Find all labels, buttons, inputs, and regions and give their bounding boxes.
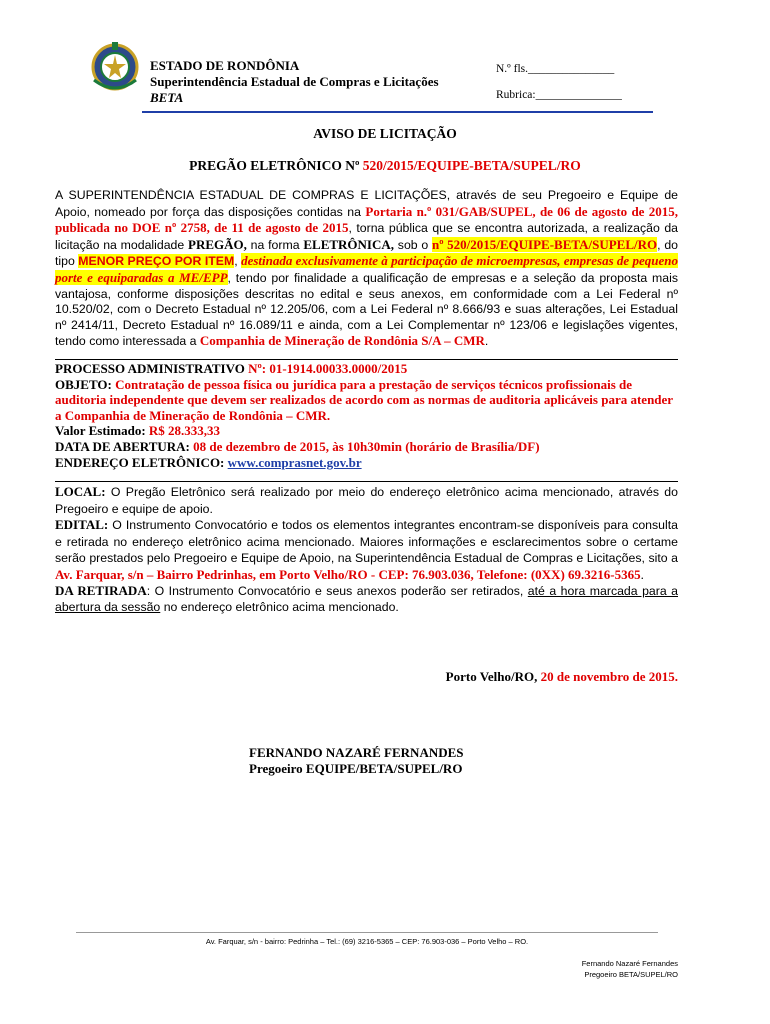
footer-sig-role: Pregoeiro BETA/SUPEL/RO <box>584 970 678 979</box>
retirada-paragraph <box>55 583 678 616</box>
footer-divider <box>76 932 658 933</box>
notice-title: AVISO DE LICITAÇÃO <box>313 126 457 141</box>
subtitle-number: 520/2015/EQUIPE-BETA/SUPEL/RO <box>362 158 581 173</box>
notice-terms <box>55 484 678 616</box>
object-label: OBJETO: <box>55 376 116 392</box>
date-label: DATA DE ABERTURA: <box>55 438 194 454</box>
process-label: PROCESSO ADMINISTRATIVO <box>55 361 249 376</box>
subtitle-prefix: PREGÃO ELETRÔNICO Nº <box>189 158 363 173</box>
rubrica-field: Rubrica:_______________ <box>496 89 622 101</box>
unit-name: BETA <box>150 90 184 105</box>
signer-role: Pregoeiro EQUIPE/BETA/SUPEL/RO <box>249 761 463 776</box>
portaria-ref: Portaria n.º 031/GAB/SUPEL, de 06 de agosto de 2015, publicada no DOE nº 2758, de 11 de agosto de 2015 <box>55 203 678 236</box>
state-name: ESTADO DE RONDÔNIA <box>150 58 300 73</box>
edital-address: Av. Farquar, s/n – Bairro Pedrinhas, em Porto Velho/RO - CEP: 76.903.036, Telefone: (0XX) 69.3216-5365 <box>55 566 641 582</box>
page-meta <box>496 56 622 108</box>
object-line <box>55 377 678 424</box>
value-amount: R$ 28.333,33 <box>148 423 221 439</box>
header-divider <box>142 111 653 113</box>
place-date <box>446 669 678 685</box>
comprasnet-link[interactable]: www.comprasnet.gov.br <box>227 454 362 470</box>
process-number-highlight: nº 520/2015/EQUIPE-BETA/SUPEL/RO <box>432 236 658 252</box>
edital-label: EDITAL: <box>55 517 109 533</box>
address-line <box>55 455 678 471</box>
edital-paragraph <box>55 517 678 582</box>
retirada-label: DA RETIRADA <box>55 582 147 598</box>
exclusive-participation: destinada exclusivamente à participação de microempresas, empresas de pequeno porte e equiparadas a ME/EPP <box>55 253 678 285</box>
interested-party: Companhia de Mineração de Rondônia S/A – CMR <box>199 333 485 349</box>
body-text-4: sob o <box>394 237 433 252</box>
notice-body <box>55 188 678 350</box>
signer-name: FERNANDO NAZARÉ FERNANDES <box>249 745 464 760</box>
fls-field: N.º fls._______________ <box>496 63 615 75</box>
body-text-8: . <box>484 334 489 349</box>
body-text-3: na forma <box>246 237 304 252</box>
object-value: Contratação de pessoa física ou jurídica para a prestação de serviços técnicos profissionais de auditoria independente que devem ser realizados de acordo com as normas de auditoria aplicáveis para atender a Companhia de Mineração de Rondônia – CMR. <box>55 376 673 423</box>
footer-sig-name: Fernando Nazaré Fernandes <box>581 959 678 968</box>
value-line <box>55 423 678 439</box>
value-label: Valor Estimado: <box>55 423 149 439</box>
notice-subtitle <box>0 158 770 174</box>
address-label: ENDEREÇO ELETRÔNICO: <box>55 454 228 470</box>
local-text: O Pregão Eletrônico será realizado por meio do endereço eletrônico acima mencionado, através do Pregoeiro e equipe de apoio. <box>55 485 678 516</box>
body-text-1: A SUPERINTENDÊNCIA ESTADUAL DE COMPRAS E LICITAÇÕES, através de seu Pregoeiro e Equipe de Apoio, nomeado por força das disposições contidas na <box>55 188 678 219</box>
divider-top <box>55 359 678 360</box>
bid-type: MENOR PREÇO POR ITEM <box>78 254 235 269</box>
retirada-deadline: até a hora marcada para a abertura da sessão <box>55 583 679 615</box>
modality: PREGÃO, <box>188 236 247 252</box>
retirada-text: : O Instrumento Convocatório e seus anexos poderão ser retirados, <box>146 583 528 598</box>
body-text-2: , torna pública que se encontra autorizada, a realização da licitação na modalidade <box>55 221 678 252</box>
footer-signature <box>582 958 678 980</box>
body-text-5: , do tipo <box>55 237 678 269</box>
date-line <box>55 439 678 455</box>
retirada-end: no endereço eletrônico acima mencionado. <box>160 600 399 615</box>
body-text-7: , tendo por finalidade a qualificação de empresas e a seleção da proposta mais vantajosa, conforme disposições descritas no edital e seus anexos, em conformidade com a Lei Federal nº 10.520/02, com o Decreto Estadual nº 12.205/06, com a Lei Federal nº 8.666/93 e suas alterações, Lei Estadual nº 2414/11, Decreto Estadual nº 16.089/11 e ainda, com a Lei Complementar nº 123/06 e legislações vigentes, tendo como interessada a <box>55 270 678 349</box>
signature-block <box>249 745 464 777</box>
state-crest-icon <box>90 40 140 92</box>
body-text-6: , <box>234 254 242 269</box>
organization-block <box>150 58 439 106</box>
edital-end: . <box>640 566 644 582</box>
place-city: Porto Velho/RO, <box>445 669 541 684</box>
process-details <box>55 361 678 470</box>
divider-bottom <box>55 481 678 482</box>
agency-name: Superintendência Estadual de Compras e Licitações <box>150 74 439 89</box>
process-line <box>55 361 678 377</box>
local-paragraph <box>55 484 678 517</box>
letterhead <box>90 40 670 110</box>
date-value: 08 de dezembro de 2015, às 10h30min (horário de Brasília/DF) <box>193 438 540 454</box>
process-value: Nº: 01-1914.00033.0000/2015 <box>248 361 408 376</box>
form: ELETRÔNICA, <box>303 236 395 252</box>
edital-text: O Instrumento Convocatório e todos os elementos integrantes encontram-se disponíveis para consulta e retirada no endereço eletrônico acima mencionado. Maiores informações e esclarecimentos sobre o certame serão prestados pelo Pregoeiro e Equipe de Apoio, na Superintendência Estadual de Compras e Licitações, sito a <box>55 518 678 566</box>
footer-address: Av. Farquar, s/n - bairro: Pedrinha – Tel.: (69) 3216-5365 – CEP: 76.903-036 – Porto Velho – RO. <box>205 937 529 946</box>
date-text: 20 de novembro de 2015. <box>540 669 678 684</box>
local-label: LOCAL: <box>55 484 106 499</box>
